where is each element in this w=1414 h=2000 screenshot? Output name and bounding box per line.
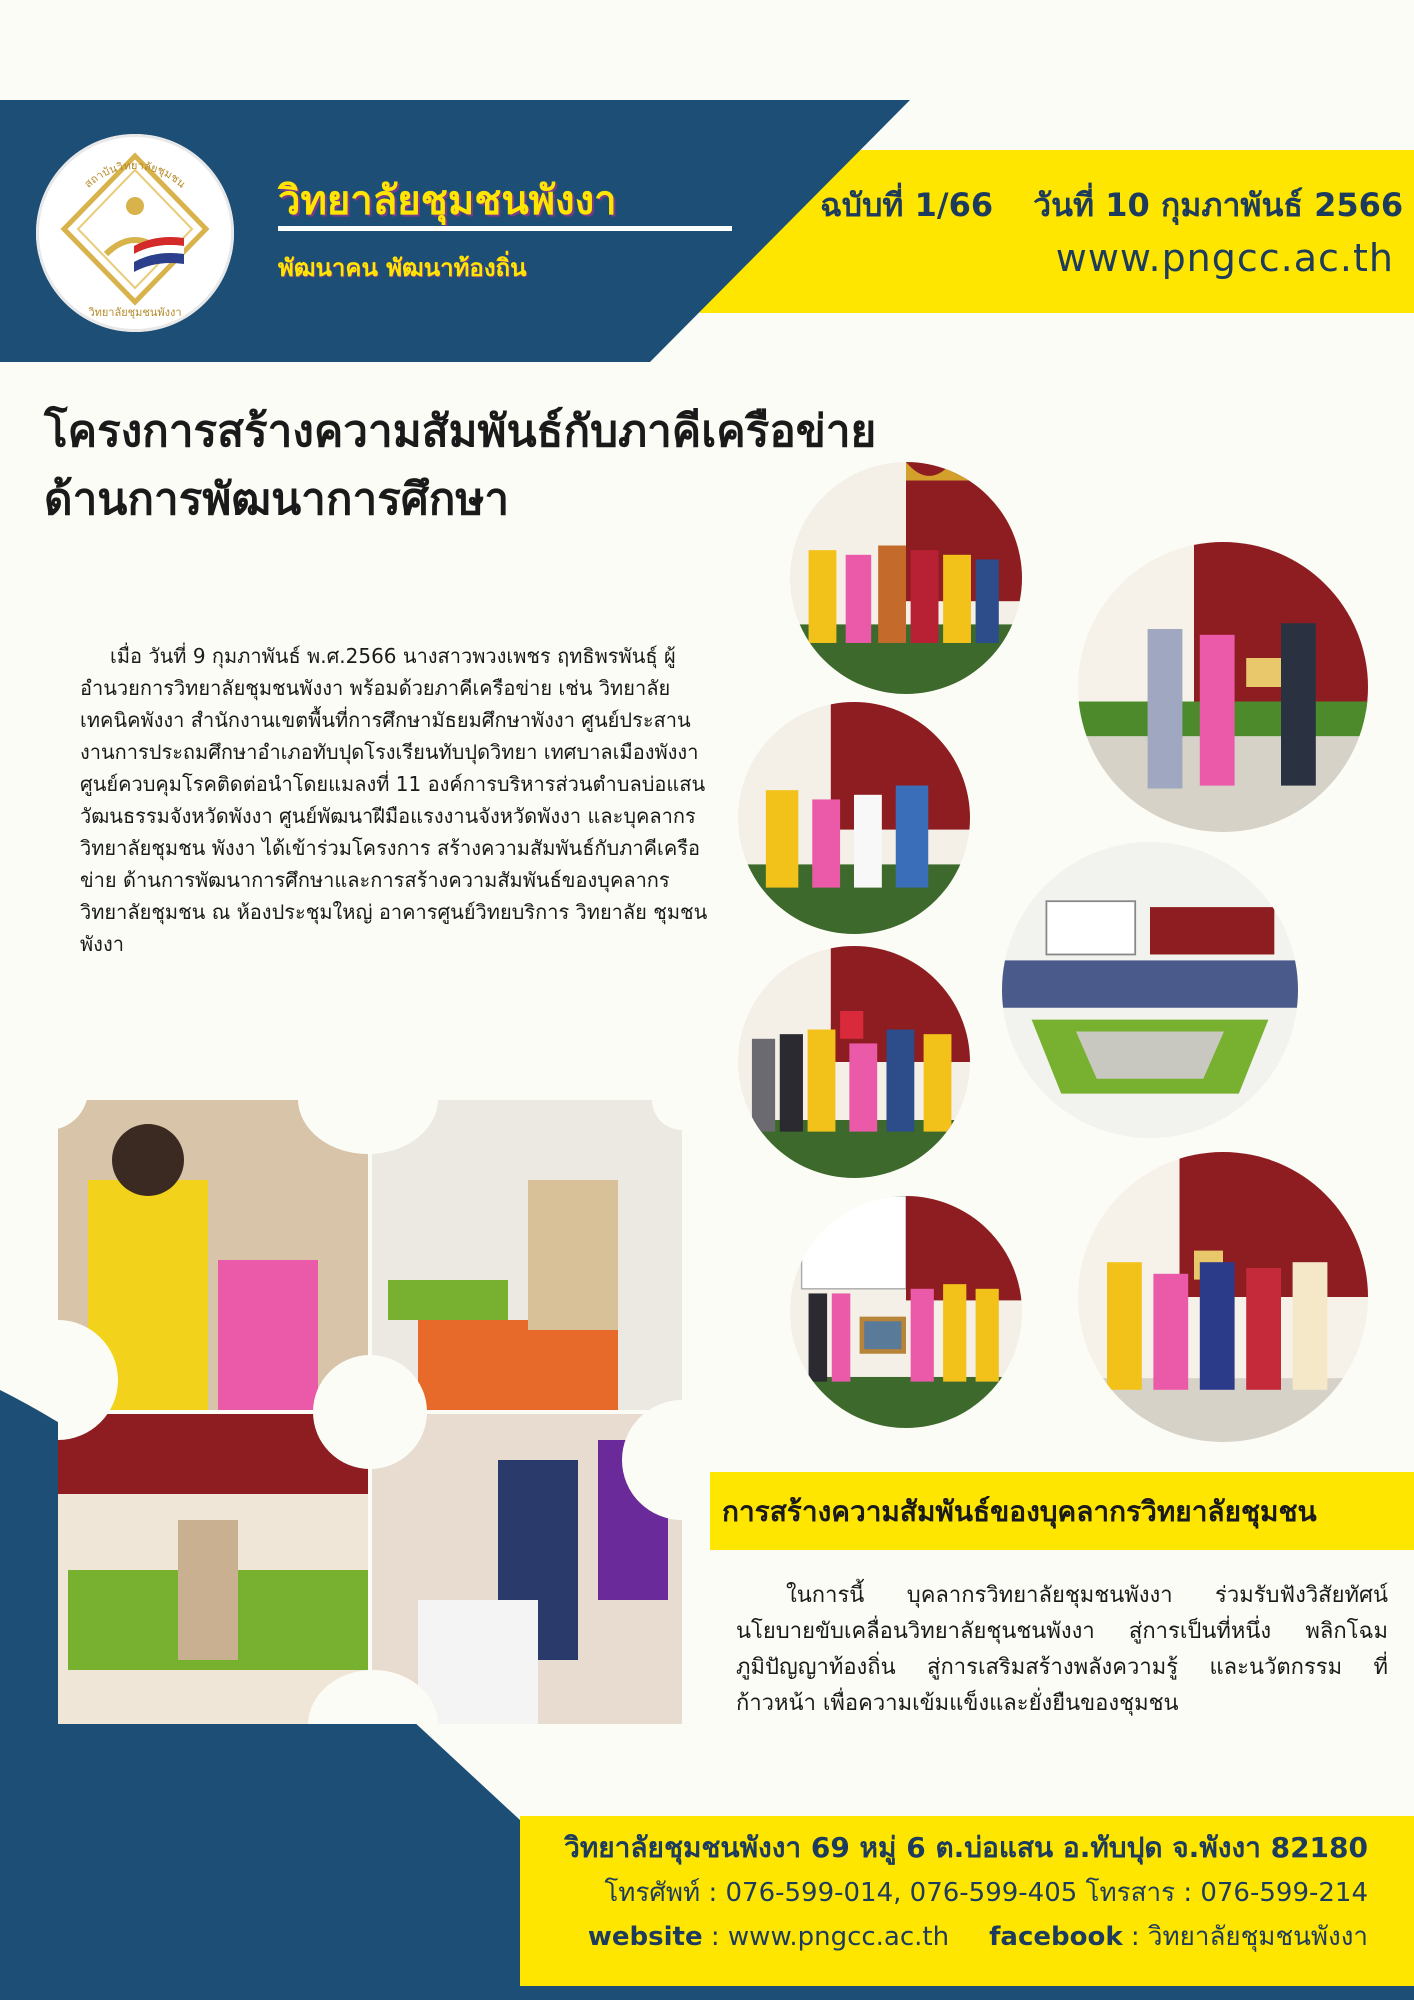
logo-text-top: วิทยาลัยชุมชนพังงา <box>88 306 182 319</box>
section-body-paragraph: ในการนี้ บุคลากรวิทยาลัยชุมชนพังงา ร่วมรับฟังวิสัยทัศน์ นโยบายขับเคลื่อนวิทยาลัยชุนชนพังงา สู่การเป็นที่หนึ่ง พลิกโฉม ภูมิปัญญาท้องถิ่น สู่การเสริมสร้างพลังความรู้ และนวัตกรรม ที่ก้าวหน้า เพื่อความเข้มแข็งและยั่งยืนของชุมชน <box>736 1583 1388 1716</box>
footer-address: วิทยาลัยชุมชนพังงา 69 หมู่ 6 ต.บ่อแสน อ.ทับปุด จ.พังงา 82180 <box>564 1831 1368 1864</box>
photo-meeting-hall <box>1002 842 1298 1138</box>
footer-phone: โทรศัพท์ : 076-599-014, 076-599-405 โทรสาร : 076-599-214 <box>604 1878 1368 1908</box>
logo-text-arc: สถาบันวิทยาลัยชุมชน <box>81 158 189 191</box>
facebook-label: facebook <box>989 1922 1123 1952</box>
article-title-line-2: ด้านการพัฒนาการศึกษา <box>44 474 510 525</box>
article-body <box>80 640 720 960</box>
photo-award-group-3 <box>1078 1152 1368 1442</box>
photo-collage <box>58 1100 682 1724</box>
section-body <box>736 1578 1388 1722</box>
photo-flower-presentation <box>738 946 970 1178</box>
photo-gift-handover <box>1078 542 1368 832</box>
section-title: การสร้างความสัมพันธ์ของบุคลากรวิทยาลัยชุมชน <box>722 1495 1317 1528</box>
issue-date: วันที่ 10 กุมภาพันธ์ 2566 <box>1033 186 1404 224</box>
issue-info <box>820 180 1403 231</box>
college-name: วิทยาลัยชุมชนพังงา <box>278 178 617 224</box>
photo-award-group-1 <box>790 462 1022 694</box>
header-divider <box>278 226 732 231</box>
header-website[interactable]: www.pngcc.ac.th <box>1055 236 1394 280</box>
website-label: website <box>587 1922 703 1952</box>
footer-contact-links <box>588 1916 1368 1957</box>
footer-facebook-link[interactable]: : วิทยาลัยชุมชนพังงา <box>1122 1922 1368 1952</box>
photo-award-group-2 <box>738 702 970 934</box>
college-logo <box>36 134 234 332</box>
photo-framed-gift <box>790 1196 1022 1428</box>
collage-cutout <box>313 1355 427 1469</box>
issue-number: ฉบับที่ 1/66 <box>820 186 994 224</box>
article-body-paragraph: เมื่อ วันที่ 9 กุมภาพันธ์ พ.ศ.2566 นางสาวพวงเพชร ฤทธิพรพันธุ์ ผู้อำนวยการวิทยาลัยชุมชนพังงา พร้อมด้วยภาคีเครือข่าย เช่น วิทยาลัยเทคนิคพังงา สำนักงานเขตพื้นที่การศึกษามัธยมศึกษาพังงา ศูนย์ประสานงานการประถมศึกษาอำเภอทับปุดโรงเรียนทับปุดวิทยา เทศบาลเมืองพังงา ศูนย์ควบคุมโรคติดต่อนำโดยแมลงที่ 11 องค์การบริหารส่วนตำบลบ่อแสน วัฒนธรรมจังหวัดพังงา ศูนย์พัฒนาฝีมือแรงงานจังหวัดพังงา และบุคลากรวิทยาลัยชุมชน พังงา ได้เข้าร่วมโครงการ สร้างความสัมพันธ์กับภาคีเครือข่าย ด้านการพัฒนาการศึกษาและการสร้างความสัมพันธ์ของบุคลากร วิทยาลัยชุมชน ณ ห้องประชุมใหญ่ อาคารศูนย์วิทยบริการ วิทยาลัย ชุมชนพังงา <box>80 644 708 956</box>
article-title-line-1: โครงการสร้างความสัมพันธ์กับภาคีเครือข่าย <box>44 406 877 457</box>
college-slogan: พัฒนาคน พัฒนาท้องถิ่น <box>278 254 527 282</box>
footer-website-link[interactable]: : www.pngcc.ac.th <box>702 1922 950 1952</box>
